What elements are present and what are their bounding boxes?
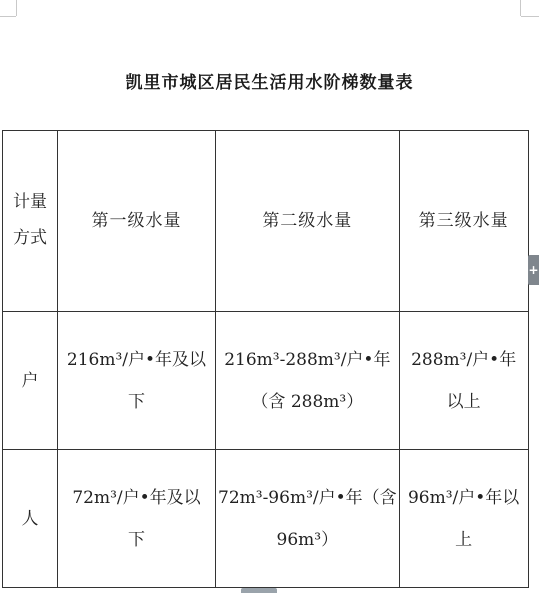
header-cell-tier3: 第三级水量 bbox=[399, 131, 528, 312]
header-cell-method bbox=[3, 131, 58, 312]
tier1-cell bbox=[58, 450, 216, 588]
tier3-line: 288m³/户•年 bbox=[411, 349, 517, 370]
table-row bbox=[3, 312, 529, 450]
tier3-line: 以上 bbox=[446, 391, 481, 412]
table-row bbox=[3, 450, 529, 588]
tier2-line: 216m³-288m³/户•年 bbox=[224, 349, 391, 370]
header-method-label: 计量方式 bbox=[13, 191, 47, 248]
tier1-line: 216m³/户•年及以 bbox=[66, 349, 207, 370]
margin-corner-mark bbox=[521, 16, 539, 17]
table-header-row bbox=[3, 131, 529, 312]
tier3-cell bbox=[399, 312, 528, 450]
plus-icon: + bbox=[528, 263, 539, 277]
document-title: 凯里市城区居民生活用水阶梯数量表 bbox=[125, 73, 414, 93]
tier3-line: 上 bbox=[455, 529, 473, 550]
side-expand-handle[interactable] bbox=[528, 255, 539, 285]
margin-corner-mark bbox=[0, 16, 16, 17]
tier2-line: （含 288m³） bbox=[251, 391, 364, 412]
header-cell-tier2: 第二级水量 bbox=[216, 131, 400, 312]
tier2-line: 72m³-96m³/户•年（含 bbox=[218, 487, 397, 508]
row-unit-cell: 人 bbox=[3, 450, 58, 588]
margin-corner-mark bbox=[16, 0, 17, 16]
water-tier-table bbox=[2, 130, 529, 588]
margin-corner-mark bbox=[520, 0, 521, 16]
tier2-line: 96m³） bbox=[276, 529, 339, 550]
tier1-line: 下 bbox=[128, 529, 145, 550]
row-unit-cell: 户 bbox=[3, 312, 58, 450]
tier1-line: 下 bbox=[128, 391, 145, 412]
bottom-scroll-handle[interactable] bbox=[241, 588, 277, 593]
tier2-cell bbox=[216, 450, 400, 588]
header-cell-tier1: 第一级水量 bbox=[58, 131, 216, 312]
tier3-cell bbox=[399, 450, 528, 588]
tier1-line: 72m³/户•年及以 bbox=[72, 487, 201, 508]
tier1-cell bbox=[58, 312, 216, 450]
tier2-cell bbox=[216, 312, 400, 450]
tier3-line: 96m³/户•年以 bbox=[407, 487, 520, 508]
